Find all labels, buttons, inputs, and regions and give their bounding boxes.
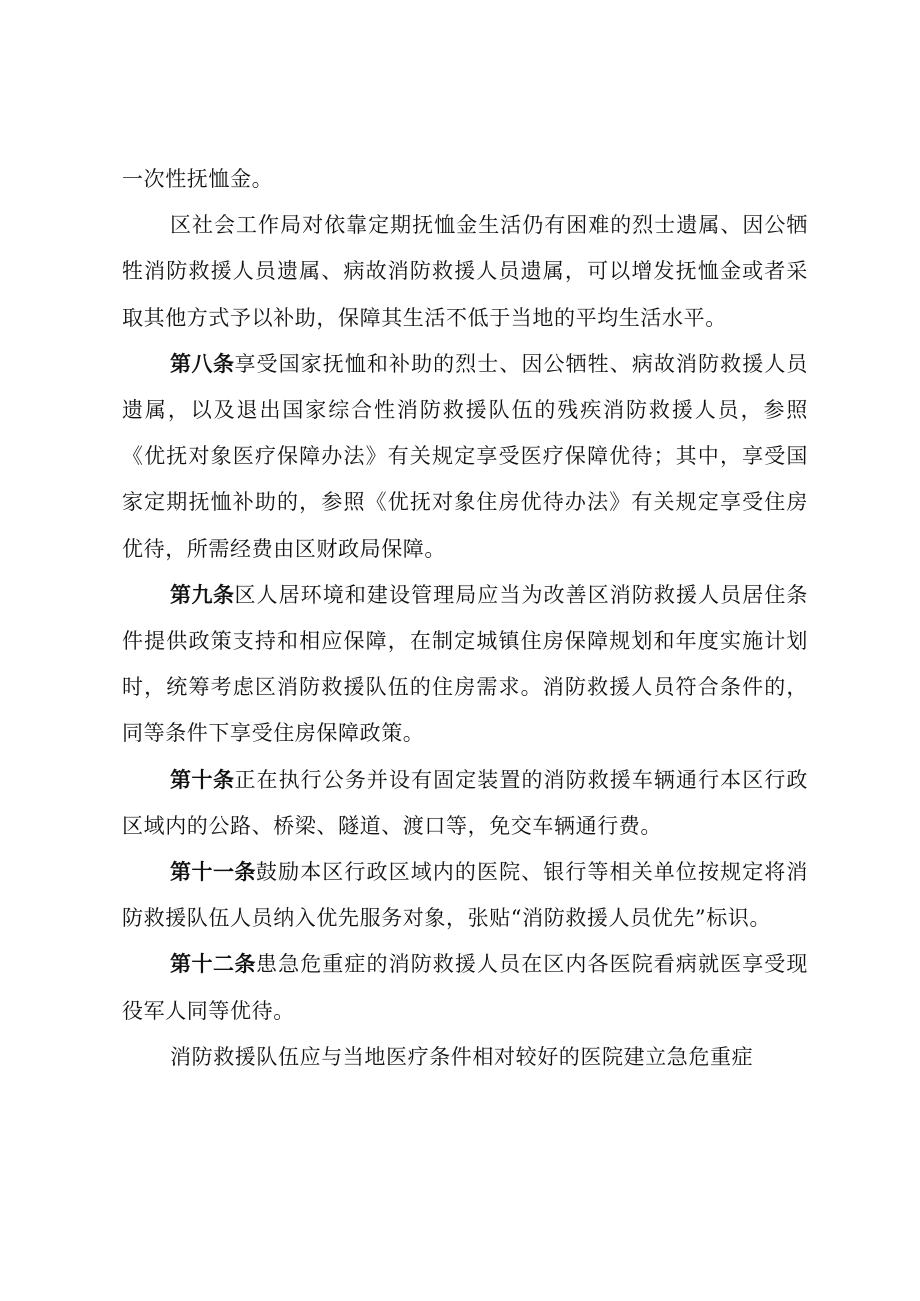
paragraph-text: 区社会工作局对依靠定期抚恤金生活仍有困难的烈士遗属、因公牺牲消防救援人员遗属、病故消防救援人员遗属，可以增发抚恤金或者采取其他方式予以补助，保障其生活不低于当地的平均生活水平。 bbox=[122, 213, 808, 330]
article-text: 患急危重症的消防救援人员在区内各医院看病就医享受现役军人同等优待。 bbox=[122, 952, 808, 1023]
article-text: 享受国家抚恤和补助的烈士、因公牺牲、病故消防救援人员遗属，以及退出国家综合性消防救援队伍的残疾消防救援人员，参照《优抚对象医疗保障办法》有关规定享受医疗保障优待；其中，享受国家定期抚恤补助的，参照《优抚对象住房优待办法》有关规定享受住房优待，所需经费由区财政局保障。 bbox=[122, 351, 808, 561]
article-12 bbox=[122, 941, 808, 1033]
article-text: 鼓励本区行政区域内的医院、银行等相关单位按规定将消防救援队伍人员纳入优先服务对象，张贴“消防救援人员优先”标识。 bbox=[122, 860, 808, 931]
article-number: 第十一条 bbox=[170, 860, 256, 885]
article-text: 正在执行公务并设有固定装置的消防救援车辆通行本区行政区域内的公路、桥梁、隧道、渡口等，免交车辆通行费。 bbox=[122, 767, 808, 838]
article-number: 第十二条 bbox=[170, 952, 256, 977]
article-10 bbox=[122, 757, 808, 849]
article-number: 第八条 bbox=[170, 351, 235, 376]
paragraph-text: 消防救援队伍应与当地医疗条件相对较好的医院建立急危重症 bbox=[170, 1044, 754, 1069]
article-9 bbox=[122, 572, 808, 757]
document-body bbox=[122, 156, 808, 1080]
article-number: 第十条 bbox=[170, 767, 235, 792]
article-number: 第九条 bbox=[170, 582, 235, 607]
paragraph-continuation bbox=[122, 156, 808, 202]
paragraph-text: 一次性抚恤金。 bbox=[122, 167, 274, 191]
paragraph-supplementary-allowance bbox=[122, 202, 808, 341]
article-8 bbox=[122, 341, 808, 572]
article-11 bbox=[122, 849, 808, 941]
paragraph-emergency-cooperation bbox=[122, 1034, 808, 1080]
article-text: 区人居环境和建设管理局应当为改善区消防救援人员居住条件提供政策支持和相应保障，在制定城镇住房保障规划和年度实施计划时，统筹考虑区消防救援队伍的住房需求。消防救援人员符合条件的，同等条件下享受住房保障政策。 bbox=[122, 582, 808, 746]
